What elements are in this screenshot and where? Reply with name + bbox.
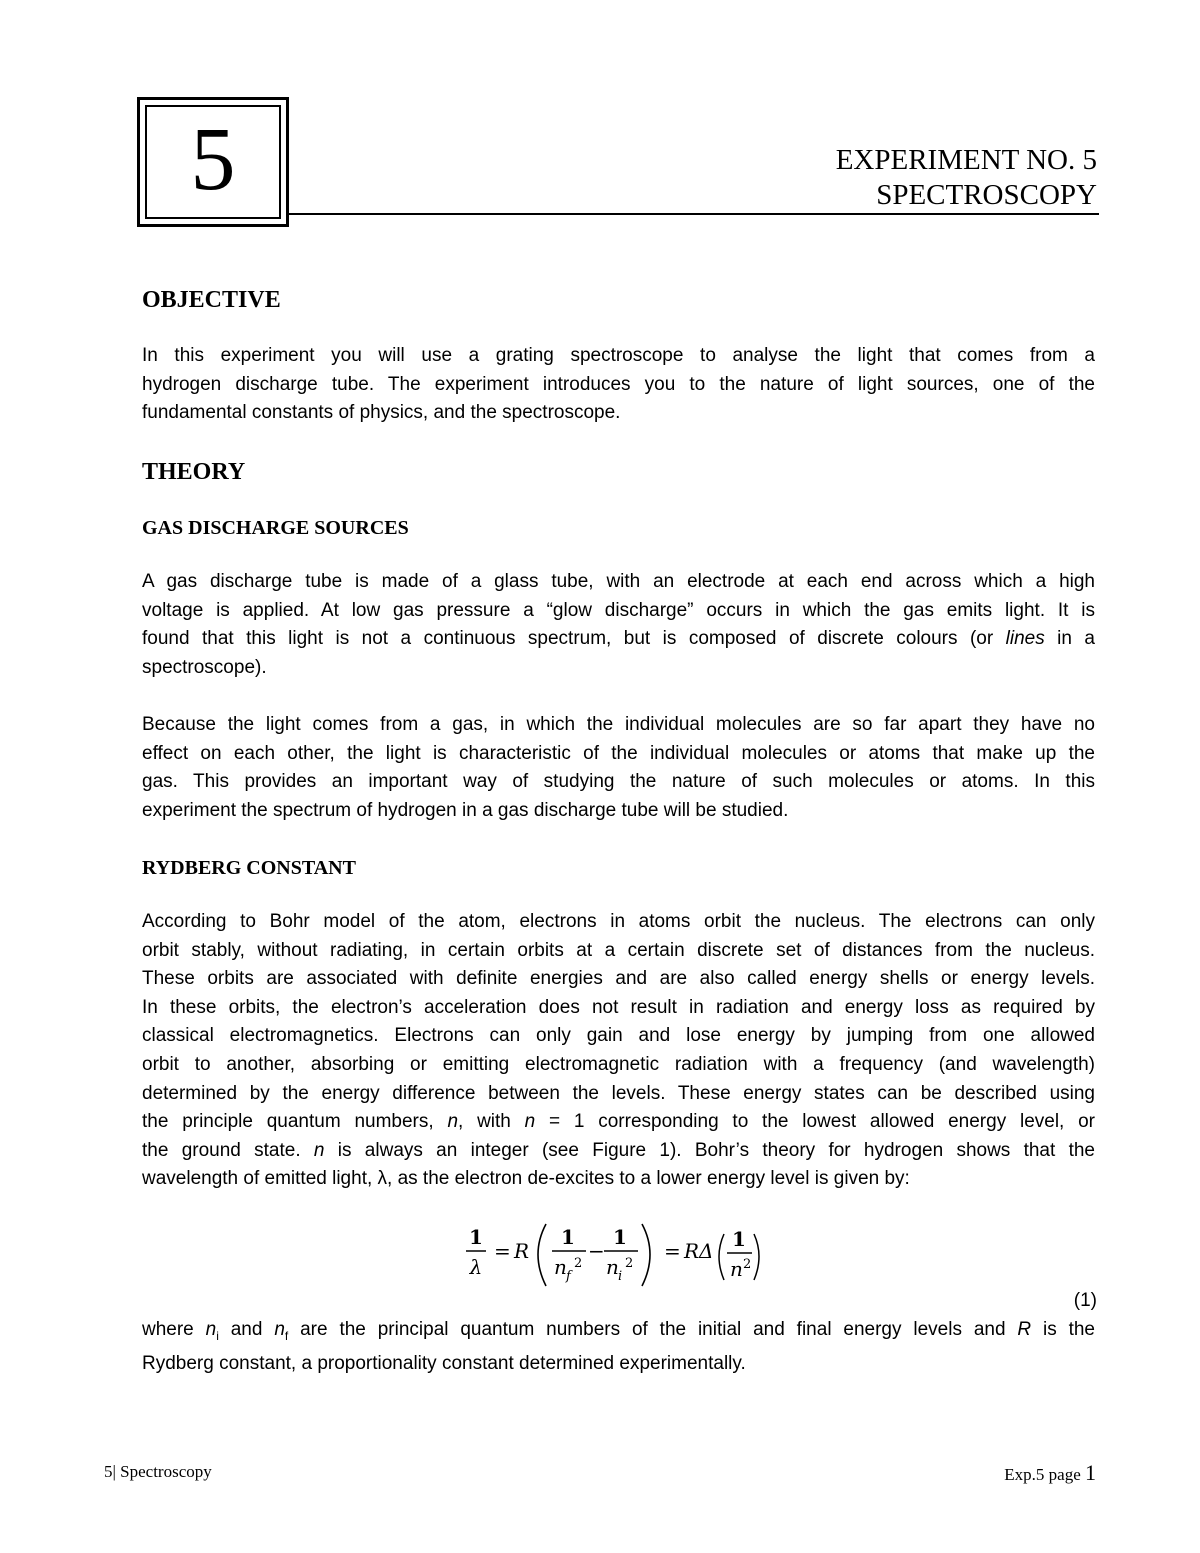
eq-numerator-one: 1 [732,1227,746,1251]
footer-page-number: Exp.5 page 1 [1004,1460,1096,1485]
theory-heading: THEORY [142,459,246,485]
footer-left: 5| Spectroscopy [104,1462,212,1481]
text-line: orbit stably, without radiating, in certain orbits at a certain discrete set of distances from the nucleus. [142,939,1095,961]
text-line: Because the light comes from a gas, in which the individual molecules are so far apart they have no [142,714,1095,735]
eq-nf-sub: f [566,1269,571,1284]
eq-lambda: λ [469,1255,483,1279]
eq-n-sq: 2 [743,1257,752,1272]
text-line: According to Bohr model of the atom, electrons in atoms orbit the nucleus. The electrons can only [142,911,1095,932]
text-line: hydrogen discharge tube. The experiment introduces you to the nature of light sources, one of the [142,373,1095,395]
text-line: orbit to another, absorbing or emitting electromagnetic radiation with a frequency (and wavelength) [142,1053,1095,1075]
experiment-title: SPECTROSCOPY [876,179,1097,211]
eq-numerator-one: 1 [469,1225,483,1249]
objective-heading: OBJECTIVE [142,287,281,313]
where-paragraph [142,1316,1095,1379]
text-line: In these orbits, the electron’s acceleration does not result in radiation and energy loss as required by [142,996,1095,1018]
text-line: spectroscope). [142,656,267,678]
objective-paragraph [142,342,1095,428]
text-line: experiment the spectrum of hydrogen in a gas discharge tube will be studied. [142,799,789,821]
text-line: wavelength of emitted light, λ, as the electron de-excites to a lower energy level is given by: [142,1168,910,1190]
eq-paren-left [538,1224,546,1286]
rydberg-heading: RYDBERG CONSTANT [142,857,356,879]
rydberg-paragraph [142,908,1095,1194]
eq-equals-1: = [494,1239,511,1263]
eq-ni: n [606,1255,619,1279]
text-line: A gas discharge tube is made of a glass tube, with an electrode at each end across which a high [142,571,1095,592]
eq-ni-sub: i [618,1269,623,1284]
text-line: In this experiment you will use a grating spectroscope to analyse the light that comes from a [142,345,1095,366]
eq-paren-right-small [754,1234,759,1280]
eq-numerator-one: 1 [561,1225,575,1249]
gas-discharge-paragraph-2 [142,711,1095,825]
text-line: determined by the energy difference between the levels. These energy states can be described using [142,1082,1095,1104]
text-line: the ground state. n is always an integer (see Figure 1). Bohr’s theory for hydrogen shows that the [142,1139,1095,1161]
text-line: where $n_i$ and $n_f$ are the principal quantum numbers of the initial and final energy levels and R is the [142,1319,1095,1343]
gas-discharge-heading: GAS DISCHARGE SOURCES [142,517,409,539]
eq-nf-sq: 2 [574,1256,583,1271]
text-line: the principle quantum numbers, n, with n = 1 corresponding to the lowest allowed energy level, or [142,1111,1096,1133]
text-line: classical electromagnetics. Electrons can only gain and lose energy by jumping from one allowed [142,1025,1095,1047]
text-line: found that this light is not a continuous spectrum, but is composed of discrete colours (or lines in a [142,628,1095,650]
text-line: voltage is applied. At low gas pressure a “glow discharge” occurs in which the gas emits light. It is [142,599,1095,621]
eq-numerator-one: 1 [613,1225,627,1249]
eq-paren-left-small [719,1234,724,1280]
header-title [836,143,1097,213]
rydberg-equation [460,1222,780,1292]
text-line: fundamental constants of physics, and the spectroscope. [142,402,621,424]
italic-lines: lines [1005,628,1045,650]
text-line: Rydberg constant, a proportionality constant determined experimentally. [142,1353,746,1375]
eq-equals-2: = [664,1239,681,1263]
chapter-number-box [137,97,289,227]
eq-nf: n [554,1255,567,1279]
text-line: These orbits are associated with definite energies and are also called energy shells or energy levels. [142,968,1095,990]
text-line: gas. This provides an important way of studying the nature of such molecules or atoms. In this [142,771,1095,793]
chapter-number: 5 [190,110,236,209]
eq-ni-sq: 2 [625,1256,634,1271]
eq-minus: − [588,1239,605,1263]
eq-paren-right [642,1224,650,1286]
gas-discharge-paragraph-1 [142,568,1095,682]
eq-n: n [730,1257,743,1281]
header-rule [289,213,1099,215]
eq-RDelta: RΔ [684,1239,714,1263]
text-line: effect on each other, the light is characteristic of the individual molecules or atoms that make up the [142,742,1095,764]
equation-number: (1) [1073,1290,1097,1311]
experiment-number: EXPERIMENT NO. 5 [835,144,1097,176]
eq-R: R [514,1239,530,1263]
